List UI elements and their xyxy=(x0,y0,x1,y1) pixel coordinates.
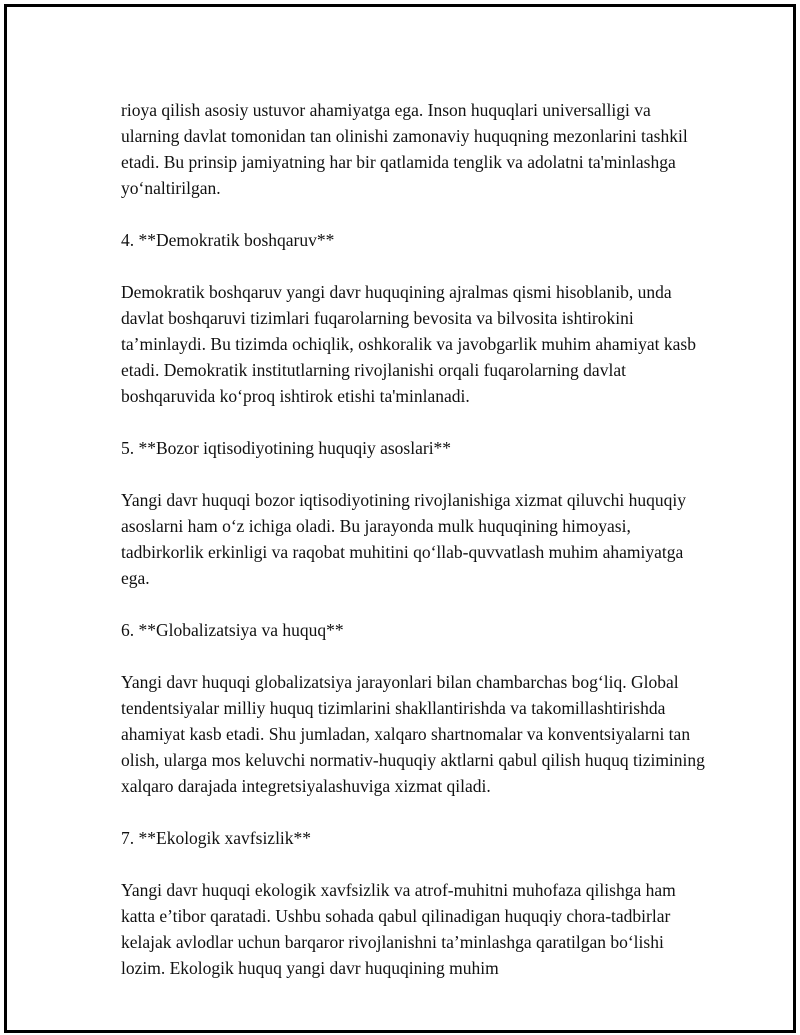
paragraph-human-rights-continuation: rioya qilish asosiy ustuvor ahamiyatga ega. Inson huquqlari universalligi va ularning davlat tomonidan tan olinishi zamonaviy huquqning mezonlarini tashkil etadi. Bu prinsip jamiyatning har bir qatlamida tenglik va adolatni ta'minlashga yo‘naltirilgan. xyxy=(121,100,688,198)
heading-ecological-security: 7. **Ekologik xavfsizlik** xyxy=(121,828,312,848)
paragraph-globalization: Yangi davr huquqi globalizatsiya jarayonlari bilan chambarchas bog‘liq. Global tendentsiyalar milliy huquq tizimlarini shakllantirishda va takomillashtirishda ahamiyat kasb etadi. Shu jumladan, xalqaro shartnomalar va konventsiyalarni tan olish, ularga mos keluvchi normativ-huquqiy aktlarni qabul qilish huquq tizimining xalqaro darajada integretsiyalashuviga xizmat qiladi. xyxy=(121,672,705,796)
paragraph-gap xyxy=(121,591,711,617)
heading-democratic-governance: 4. **Demokratik boshqaruv** xyxy=(121,230,335,250)
document-body xyxy=(121,97,711,981)
paragraph-democratic-governance: Demokratik boshqaruv yangi davr huquqining ajralmas qismi hisoblanib, unda davlat boshqaruvi tizimlari fuqarolarning bevosita va bilvosita ishtirokini ta’minlaydi. Bu tizimda ochiqlik, oshkoralik va javobgarlik muhim ahamiyat kasb etadi. Demokratik institutlarning rivojlanishi orqali fuqarolarning davlat boshqaruvida ko‘proq ishtirok etishi ta'minlanadi. xyxy=(121,282,696,406)
paragraph-gap xyxy=(121,643,711,669)
paragraph-gap xyxy=(121,851,711,877)
page-frame xyxy=(4,4,796,1033)
paragraph-gap xyxy=(121,461,711,487)
heading-market-economy: 5. **Bozor iqtisodiyotining huquqiy asoslari** xyxy=(121,438,452,458)
paragraph-gap xyxy=(121,799,711,825)
paragraph-gap xyxy=(121,201,711,227)
heading-globalization: 6. **Globalizatsiya va huquq** xyxy=(121,620,344,640)
paragraph-gap xyxy=(121,409,711,435)
paragraph-market-economy: Yangi davr huquqi bozor iqtisodiyotining rivojlanishiga xizmat qiluvchi huquqiy asoslarni ham o‘z ichiga oladi. Bu jarayonda mulk huquqining himoyasi, tadbirkorlik erkinligi va raqobat muhitini qo‘llab-quvvatlash muhim ahamiyatga ega. xyxy=(121,490,686,588)
paragraph-gap xyxy=(121,253,711,279)
paragraph-ecological-security: Yangi davr huquqi ekologik xavfsizlik va atrof-muhitni muhofaza qilishga ham katta e’tibor qaratadi. Ushbu sohada qabul qilinadigan huquqiy chora-tadbirlar kelajak avlodlar uchun barqaror rivojlanishni ta’minlashga qaratilgan bo‘lishi lozim. Ekologik huquq yangi davr huquqining muhim xyxy=(121,880,676,978)
